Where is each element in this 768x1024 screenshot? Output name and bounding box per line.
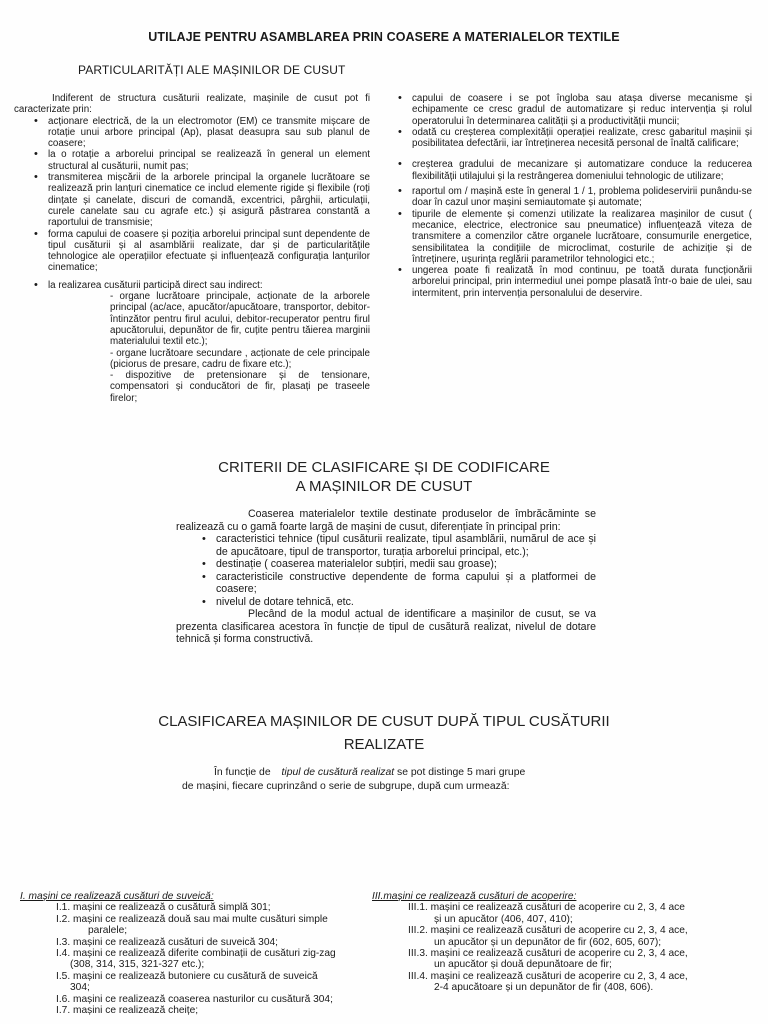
left-bullet-1: • acționare electrică, de la un electromotor (EM) ce transmite mișcare de rotație unui arbore principal (Ap), plasat deasupra sau sub planul de coasere; [34,116,370,150]
section3-intro [182,766,582,794]
section-subtitle: PARTICULARITĂȚI ALE MAȘINILOR DE CUSUT [78,63,346,77]
group-3-items [372,902,752,993]
group-1-title: I. mașini ce realizează cusături de suveică: [20,891,214,902]
group-3-item: un apucător și un depunător de fir (602, 605, 607); [434,936,662,948]
section2-heading-line2: A MAȘINILOR DE CUSUT [295,478,473,495]
group-1-item: I.4. mașini ce realizează diferite combinații de cusături zig-zag [56,948,336,960]
section3-heading [0,712,768,754]
group-3-item: un apucător și două depunătoare de fir; [434,959,612,971]
section2-heading [0,458,768,496]
section2-body [176,508,596,646]
group-3-item: și un apucător (406, 407, 410); [434,913,573,925]
group-1-item: I.2. mașini ce realizează două sau mai multe cusături simple [56,913,328,925]
section2-heading-line1: CRITERII DE CLASIFICARE ȘI DE CODIFICARE [218,459,550,476]
left-bullet-3: • transmiterea mișcării de la arborele principal la organele lucrătoare se realizează prin lanțuri cinematice ce includ elemente rigide și flexibile (roți dințate și canelate, discuri de comandă, excentrici, pârghii, articulații, curele canelate sau cu agrafe etc.) și asigură păstrarea constantă a raportului de transmisie; [34,172,370,228]
right-bullet-4: • raportul om / mașină este în general 1 / 1, problema polideservirii punându-se doar în cazul unor mașini semiautomate și automate; [398,186,752,209]
section2-closing: Plecând de la modul actual de identificare a mașinilor de cusut, se va prezenta clasificarea acestora în funcție de tipul de cusătură realizat, nivelul de dotare tehnică și forma constructivă. [176,608,596,645]
right-bullet-3: • creșterea gradului de mecanizare și automatizare conduce la reducerea flexibilității utilajului și la restrângerea domeniului tehnologic de utilizare; [398,159,752,182]
left-sub-list [14,291,370,404]
group-1 [20,891,375,1016]
section3-intro-emph: tipul de cusătură realizat [281,767,395,778]
left-bullet-5: • la realizarea cusăturii participă direct sau indirect: [34,280,370,291]
group-3-item: III.2. mașini ce realizează cusături de acoperire cu 2, 3, 4 ace, [408,925,688,937]
left-bullet-2: • la o rotație a arborelui principal se realizează în general un element structural al cusăturii, numit pas; [34,149,370,172]
sub-item-2: - organe lucrătoare secundare , acționate de cele principale (piciorus de presare, cadru de fixare etc.); [110,347,370,370]
section2-bullet-3: • caracteristicile constructive dependente de forma capului și a platformei de coasere; [202,571,596,596]
left-intro: Indiferent de structura cusăturii realizate, mașinile de cusut pot fi caracterizate prin: [14,93,370,116]
document-title: UTILAJE PENTRU ASAMBLAREA PRIN COASERE A MATERIALELOR TEXTILE [148,30,620,44]
section3-heading-line1: CLASIFICAREA MAȘINILOR DE CUSUT DUPĂ TIPUL CUSĂTURII [158,713,610,730]
group-3 [372,891,752,994]
section2-bullet-4: • nivelul de dotare tehnică, etc. [202,596,596,609]
group-1-item: 304; [70,982,90,994]
section2-bullet-2: • destinație ( coaserea materialelor subțiri, medii sau groase); [202,558,596,571]
group-1-item: I.3. mașini ce realizează cusături de suveică 304; [56,936,278,948]
group-3-title: III.mașini ce realizează cusături de acoperire: [372,891,577,902]
section2-bullet-1: • caracteristici tehnice (tipul cusăturii realizate, tipul asamblării, numărul de ace și de apucătoare, tipul de transportor, turația arborelui principal, etc.); [202,533,596,558]
group-1-item: I.7. mașini ce realizează cheițe; [56,1005,199,1017]
group-1-items [20,902,375,1016]
section3-intro-prefix: În funcție de [214,767,271,778]
right-bullet-2: • odată cu creșterea complexității operației realizate, cresc gabaritul mașinii și posibilitatea defectării, iar întreținerea necesită personal de înaltă calificare; [398,127,752,150]
group-3-item: III.3. mașini ce realizează cusături de acoperire cu 2, 3, 4 ace, [408,948,688,960]
section3-intro-suffix: se pot distinge 5 mari grupe [397,767,526,778]
section2-bullets [202,533,596,608]
left-bullet-4: • forma capului de coasere și poziția arborelui principal sunt dependente de tipul cusăturii și al asamblării realizate, dar și de particularitățile tehnologice ale operațiilor efectuate și influențează configurația lanțurilor cinematice; [34,229,370,274]
left-bullet-list [34,116,370,291]
group-3-item: III.1. mașini ce realizează cusături de acoperire cu 2, 3, 4 ace [408,902,685,914]
sub-item-3: - dispozitive de pretensionare și de tensionare, compensatori și conducători de fir, plasați pe traseele firelor; [110,370,370,404]
group-3-item: III.4. mașini ce realizează cusături de acoperire cu 2, 3, 4 ace, [408,970,688,982]
right-bullet-1: • capului de coasere i se pot îngloba sau atașa diverse mecanisme și echipamente ce cresc gradul de automatizare și reduc intervenția și rolul operatorului în determinarea calității și a productivității muncii; [398,93,752,127]
group-1-item: (308, 314, 315, 321-327 etc.); [70,959,205,971]
group-1-item: I.5. mașini ce realizează butoniere cu cusătură de suveică [56,970,318,982]
right-bullet-6: • ungerea poate fi realizată în mod continuu, pe toată durata funcționării arborelui principal, prin intermediul unei pompe plasată într-o baie de ulei, sau intermitent, prin intervenția personalului de deservire. [398,265,752,299]
right-column [398,93,752,299]
section3-heading-line2: REALIZATE [343,736,425,753]
group-1-item: I.6. mașini ce realizează coaserea nasturilor cu cusătură 304; [56,993,333,1005]
right-bullet-5: • tipurile de elemente și comenzi utilizate la realizarea mașinilor de cusut ( mecanice, electrice, electronice sau pneumatice) influențează viteza de transmitere a comenzilor către organele lucrătoare, consumurile energetice, sensibilitatea la condițiile de microclimat, costurile de achiziție și de întreținere, ușurința reglării parametrilor tehnologici etc.; [398,209,752,265]
group-3-item: 2-4 apucătoare și un depunător de fir (408, 606). [434,982,654,994]
section2-intro: Coaserea materialelor textile destinate produselor de îmbrăcăminte se realizează cu o gamă foarte largă de mașini de cusut, diferențiate în principal prin: [176,508,596,533]
section3-intro-line2: de mașini, fiecare cuprinzând o serie de subgrupe, după cum urmează: [182,781,510,792]
group-1-item: paralele; [88,925,128,937]
sub-item-1: - organe lucrătoare principale, acționate de la arborele principal (ac/ace, apucător/apucătoare, transportor, debitor-întinzător pentru firul acului, debitor-recuperator pentru firul apucătorului, depunător de fir, cuțite pentru tăierea marginii materialului textil etc.); [110,291,370,348]
left-column [14,93,370,404]
right-bullet-list [398,93,752,299]
group-1-item: I.1. mașini ce realizează o cusătură simplă 301; [56,902,271,914]
